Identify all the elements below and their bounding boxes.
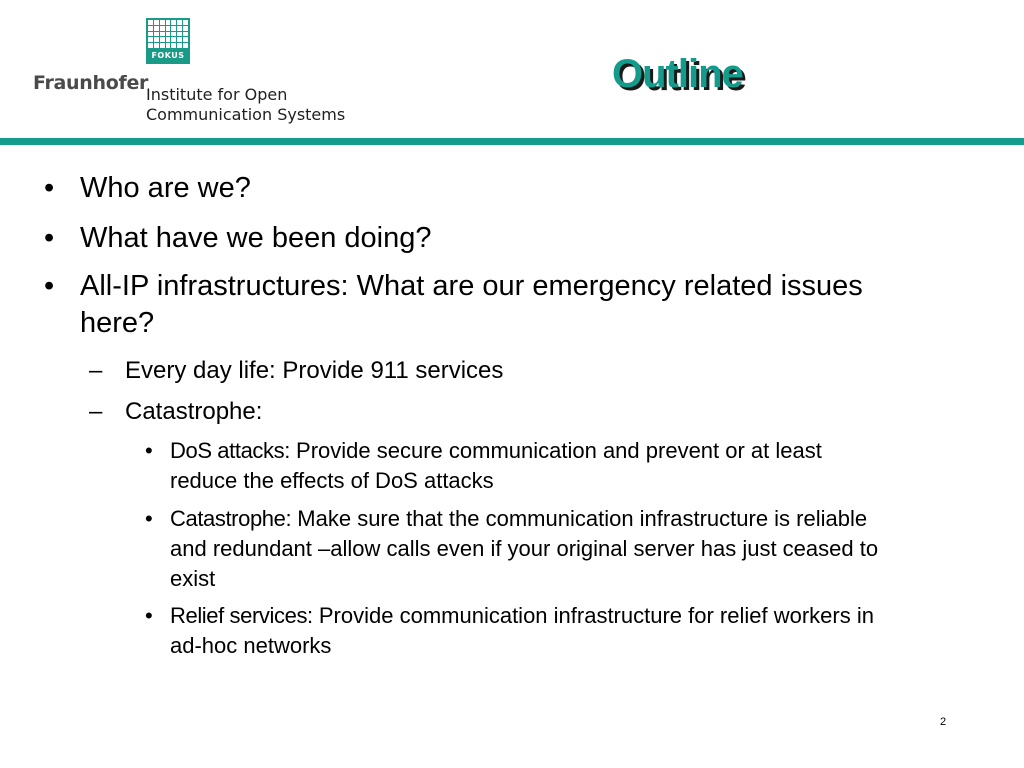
subsub-line-2: and redundant –allow calls even if your original server has just ceased to: [170, 536, 879, 561]
subsub-text: Provide secure communication and prevent or at least: [289, 438, 822, 463]
bullet-icon: •: [145, 438, 153, 463]
header-divider: [0, 138, 1024, 145]
page-number: 2: [940, 716, 947, 728]
institute-line-2: Communication Systems: [146, 105, 346, 124]
subsub-label: Catastrophe:: [170, 506, 292, 531]
institute-line-1: Institute for Open: [146, 85, 288, 104]
subsub-line-1: [170, 436, 1010, 466]
fokus-logo: [146, 18, 190, 64]
sub-item-text: Catastrophe:: [125, 398, 263, 425]
subsub-line-2: reduce the effects of DoS attacks: [170, 468, 494, 493]
institute-name: [146, 85, 345, 125]
bullet-text: Who are we?: [80, 172, 251, 204]
subsub-label: Relief services:: [170, 603, 313, 628]
bullet-icon: •: [44, 222, 55, 254]
bullet-text: What have we been doing?: [80, 222, 432, 254]
subsub-line-2: ad-hoc networks: [170, 633, 332, 658]
bullet-icon: •: [145, 506, 153, 531]
dash-icon: –: [89, 357, 103, 384]
subsub-label: DoS attacks:: [170, 438, 290, 463]
bullet-text-line-1: All-IP infrastructures: What are our emergency related issues: [80, 270, 863, 302]
subsub-text: Provide communication infrastructure for relief workers in: [312, 603, 874, 628]
logo-grid-icon: [148, 20, 188, 48]
subsub-item-relief: [145, 601, 1010, 661]
sub-item-2: [89, 397, 1005, 427]
subsub-line-1: [170, 504, 1010, 534]
subsub-text: Make sure that the communication infrastructure is reliable: [291, 506, 868, 531]
subsub-item-dos: [145, 436, 1010, 496]
bullet-item-3: [44, 268, 1010, 342]
brand-name: Fraunhofer: [33, 72, 149, 94]
bullet-icon: •: [44, 172, 55, 204]
subsub-item-catastrophe: [145, 504, 1010, 594]
subsub-line-1: [170, 601, 1010, 631]
sub-item-text: Every day life: Provide 911 services: [125, 357, 504, 384]
sub-item-1: [89, 356, 1005, 386]
bullet-item-2: [44, 220, 1010, 257]
bullet-icon: •: [44, 270, 55, 302]
bullet-text-line-2: here?: [80, 307, 155, 339]
bullet-item-1: [44, 170, 1010, 207]
dash-icon: –: [89, 398, 103, 425]
subsub-line-3: exist: [170, 566, 216, 591]
slide-title: Outline: [612, 52, 743, 96]
bullet-icon: •: [145, 603, 153, 628]
logo-text: FOKUS: [151, 51, 185, 60]
